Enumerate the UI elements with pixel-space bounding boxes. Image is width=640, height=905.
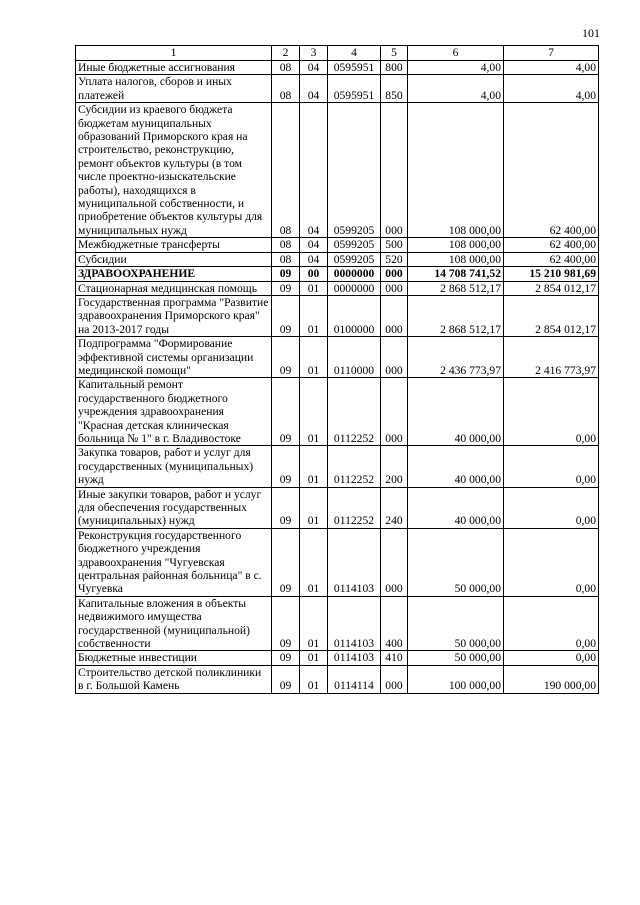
row-expense-type: 400	[381, 596, 408, 651]
row-name: Иные бюджетные ассигнования	[76, 61, 272, 75]
row-expense-type: 000	[381, 103, 408, 238]
row-amount-year-2: 2 416 773,97	[504, 337, 599, 378]
row-section: 09	[272, 596, 300, 651]
row-expense-type: 000	[381, 378, 408, 446]
row-target-code: 0000000	[328, 281, 381, 295]
row-amount-year-2: 4,00	[504, 61, 599, 75]
row-expense-type: 500	[381, 238, 408, 252]
row-name: Строительство детской поликлиники в г. Большой Камень	[76, 665, 272, 693]
table-row	[76, 446, 599, 487]
row-amount-year-2: 62 400,00	[504, 103, 599, 238]
row-target-code: 0112252	[328, 378, 381, 446]
row-target-code: 0000000	[328, 267, 381, 281]
row-amount-year-1: 108 000,00	[408, 238, 504, 252]
row-expense-type: 000	[381, 295, 408, 336]
row-section: 09	[272, 378, 300, 446]
row-amount-year-2: 0,00	[504, 596, 599, 651]
row-amount-year-1: 4,00	[408, 75, 504, 103]
row-subsection: 01	[300, 528, 328, 596]
row-amount-year-2: 15 210 981,69	[504, 267, 599, 281]
row-amount-year-1: 2 436 773,97	[408, 337, 504, 378]
row-target-code: 0599205	[328, 252, 381, 266]
row-amount-year-2: 2 854 012,17	[504, 295, 599, 336]
row-amount-year-1: 40 000,00	[408, 487, 504, 528]
row-expense-type: 240	[381, 487, 408, 528]
row-name: Капитальный ремонт государственного бюджетного учреждения здравоохранения "Красная детская клиническая больница № 1" в г. Владивостоке	[76, 378, 272, 446]
row-name: Реконструкция государственного бюджетного учреждения здравоохранения "Чугуевская центральная районная больница" в с. Чугуевка	[76, 528, 272, 596]
row-expense-type: 000	[381, 528, 408, 596]
row-name: Государственная программа "Развитие здравоохранения Приморского края" на 2013-2017 годы	[76, 295, 272, 336]
row-amount-year-2: 4,00	[504, 75, 599, 103]
row-name: Капитальные вложения в объекты недвижимого имущества государственной (муниципальной) собственности	[76, 596, 272, 651]
row-amount-year-1: 40 000,00	[408, 378, 504, 446]
table-row	[76, 378, 599, 446]
row-expense-type: 850	[381, 75, 408, 103]
row-subsection: 01	[300, 596, 328, 651]
table-row	[76, 596, 599, 651]
row-amount-year-1: 50 000,00	[408, 528, 504, 596]
row-expense-type: 200	[381, 446, 408, 487]
table-row	[76, 281, 599, 295]
row-name: Уплата налогов, сборов и иных платежей	[76, 75, 272, 103]
row-section: 09	[272, 295, 300, 336]
row-amount-year-2: 62 400,00	[504, 238, 599, 252]
row-name: Стационарная медицинская помощь	[76, 281, 272, 295]
row-subsection: 01	[300, 378, 328, 446]
row-subsection: 01	[300, 487, 328, 528]
row-name: Подпрограмма "Формирование эффективной системы организации медицинской помощи"	[76, 337, 272, 378]
row-target-code: 0595951	[328, 61, 381, 75]
row-name: ЗДРАВООХРАНЕНИЕ	[76, 267, 272, 281]
row-target-code: 0112252	[328, 446, 381, 487]
row-amount-year-1: 108 000,00	[408, 252, 504, 266]
row-subsection: 00	[300, 267, 328, 281]
budget-table	[75, 45, 599, 694]
row-subsection: 04	[300, 61, 328, 75]
row-section: 08	[272, 238, 300, 252]
row-target-code: 0114103	[328, 651, 381, 665]
header-cell: 5	[381, 46, 408, 61]
row-subsection: 01	[300, 281, 328, 295]
table-row	[76, 528, 599, 596]
row-target-code: 0599205	[328, 238, 381, 252]
row-name: Иные закупки товаров, работ и услуг для обеспечения государственных (муниципальных) нужд	[76, 487, 272, 528]
row-name: Субсидии из краевого бюджета бюджетам муниципальных образований Приморского края на строительство, реконструкцию, ремонт объектов культуры (в том числе проектно-изыскательские работы), находящихся в муниципальной собственности, и приобретение объектов культуры для муниципальных нужд	[76, 103, 272, 238]
row-expense-type: 000	[381, 281, 408, 295]
row-subsection: 01	[300, 337, 328, 378]
row-amount-year-1: 4,00	[408, 61, 504, 75]
table-row	[76, 103, 599, 238]
table-row	[76, 238, 599, 252]
row-subsection: 01	[300, 665, 328, 693]
table-row	[76, 267, 599, 281]
row-target-code: 0110000	[328, 337, 381, 378]
row-amount-year-1: 40 000,00	[408, 446, 504, 487]
row-amount-year-1: 2 868 512,17	[408, 281, 504, 295]
row-subsection: 01	[300, 295, 328, 336]
row-target-code: 0599205	[328, 103, 381, 238]
row-section: 09	[272, 528, 300, 596]
table-row	[76, 651, 599, 665]
table-row	[76, 337, 599, 378]
row-subsection: 04	[300, 238, 328, 252]
table-row	[76, 487, 599, 528]
row-amount-year-1: 50 000,00	[408, 596, 504, 651]
row-amount-year-1: 100 000,00	[408, 665, 504, 693]
table-row	[76, 665, 599, 693]
row-expense-type: 000	[381, 337, 408, 378]
header-cell: 7	[504, 46, 599, 61]
row-section: 09	[272, 281, 300, 295]
header-cell: 3	[300, 46, 328, 61]
row-amount-year-2: 62 400,00	[504, 252, 599, 266]
row-expense-type: 520	[381, 252, 408, 266]
row-subsection: 04	[300, 252, 328, 266]
row-amount-year-2: 0,00	[504, 378, 599, 446]
row-subsection: 04	[300, 75, 328, 103]
row-name: Межбюджетные трансферты	[76, 238, 272, 252]
row-expense-type: 000	[381, 267, 408, 281]
row-amount-year-2: 0,00	[504, 487, 599, 528]
row-amount-year-2: 190 000,00	[504, 665, 599, 693]
header-cell: 6	[408, 46, 504, 61]
row-section: 09	[272, 487, 300, 528]
row-target-code: 0595951	[328, 75, 381, 103]
row-section: 08	[272, 252, 300, 266]
row-target-code: 0100000	[328, 295, 381, 336]
row-amount-year-2: 2 854 012,17	[504, 281, 599, 295]
row-expense-type: 410	[381, 651, 408, 665]
row-name: Субсидии	[76, 252, 272, 266]
row-subsection: 01	[300, 651, 328, 665]
row-expense-type: 000	[381, 665, 408, 693]
row-amount-year-1: 50 000,00	[408, 651, 504, 665]
row-amount-year-1: 2 868 512,17	[408, 295, 504, 336]
row-section: 08	[272, 61, 300, 75]
row-section: 09	[272, 665, 300, 693]
row-subsection: 01	[300, 446, 328, 487]
table-row	[76, 295, 599, 336]
header-cell: 4	[328, 46, 381, 61]
header-cell: 1	[76, 46, 272, 61]
row-target-code: 0114114	[328, 665, 381, 693]
table-row	[76, 252, 599, 266]
row-amount-year-1: 108 000,00	[408, 103, 504, 238]
row-target-code: 0114103	[328, 596, 381, 651]
row-section: 09	[272, 337, 300, 378]
table-row	[76, 75, 599, 103]
row-expense-type: 800	[381, 61, 408, 75]
row-name: Закупка товаров, работ и услуг для государственных (муниципальных) нужд	[76, 446, 272, 487]
row-name: Бюджетные инвестиции	[76, 651, 272, 665]
row-subsection: 04	[300, 103, 328, 238]
row-section: 08	[272, 103, 300, 238]
row-amount-year-2: 0,00	[504, 446, 599, 487]
table-row	[76, 61, 599, 75]
row-section: 09	[272, 267, 300, 281]
row-amount-year-2: 0,00	[504, 528, 599, 596]
row-section: 09	[272, 446, 300, 487]
row-amount-year-1: 14 708 741,52	[408, 267, 504, 281]
row-section: 08	[272, 75, 300, 103]
header-cell: 2	[272, 46, 300, 61]
header-row	[76, 46, 599, 61]
row-target-code: 0114103	[328, 528, 381, 596]
row-target-code: 0112252	[328, 487, 381, 528]
page-number: 101	[582, 26, 600, 40]
row-amount-year-2: 0,00	[504, 651, 599, 665]
row-section: 09	[272, 651, 300, 665]
